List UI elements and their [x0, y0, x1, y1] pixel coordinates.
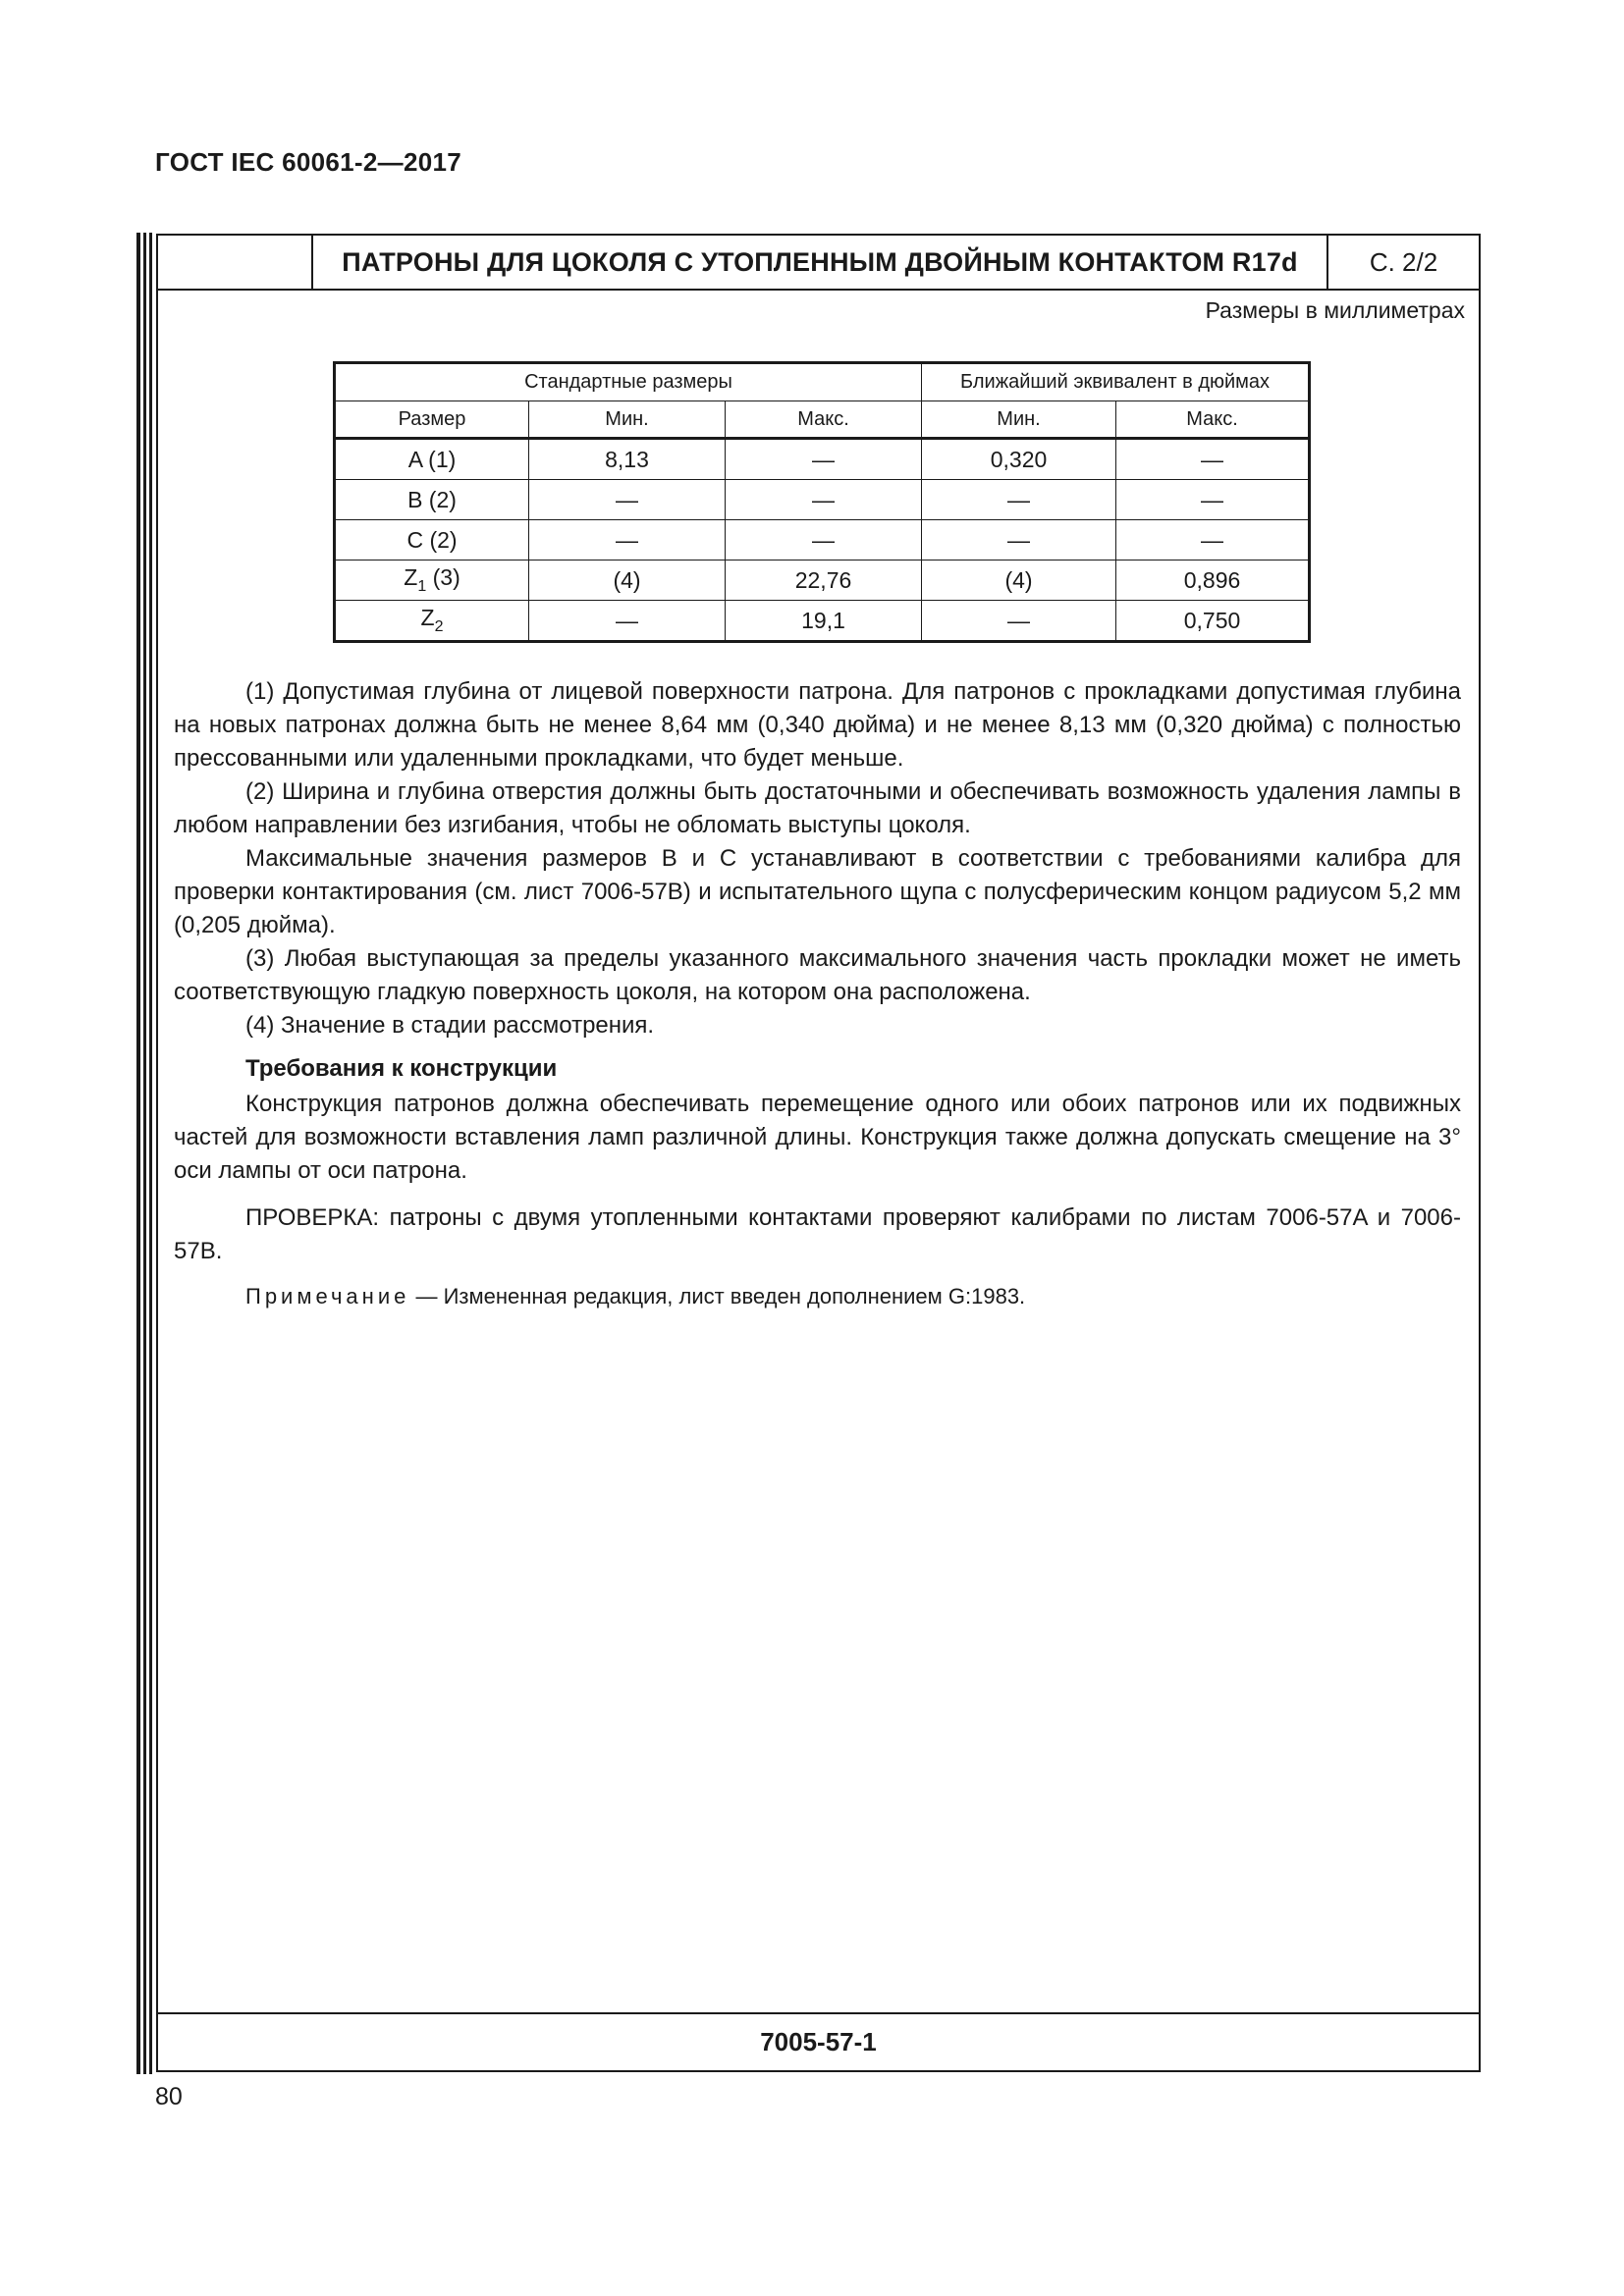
cell-min-in: — — [922, 480, 1116, 520]
cell-size: $Z_2$ — [335, 601, 529, 642]
cell-min-mm: (4) — [529, 561, 726, 601]
note-label: Примечание — [245, 1284, 410, 1308]
footnote-4: (4) Значение в стадии рассмотрения. — [245, 1012, 655, 1039]
column-header-min-in: Мин. — [922, 401, 1116, 439]
table-row — [335, 561, 1310, 601]
check-text: ПРОВЕРКА: патроны с двумя утопленными контактами проверяют калибрами по листам 7006-57A и 7006-57B. — [174, 1204, 1461, 1264]
sheet-footer-code: 7005-57-1 — [158, 2012, 1479, 2070]
cell-min-in: 0,320 — [922, 439, 1116, 480]
column-header-size: Размер — [335, 401, 529, 439]
table-column-header-row — [335, 401, 1310, 439]
table-row — [335, 439, 1310, 480]
sheet-number: С. 2/2 — [1369, 246, 1438, 277]
cell-max-in: 0,750 — [1116, 601, 1310, 642]
units-note: Размеры в миллиметрах — [1205, 297, 1465, 323]
construction-text: Конструкция патронов должна обеспечивать перемещение одного или обоих патронов или их подвижных частей для возможности вставления ламп различной длины. Конструкция также должна допускать смещение на 3° оси лампы от оси патрона. — [174, 1091, 1461, 1184]
cell-min-in: (4) — [922, 561, 1116, 601]
cell-max-in: — — [1116, 480, 1310, 520]
sheet-title: ПАТРОНЫ ДЛЯ ЦОКОЛЯ С УТОПЛЕННЫМ ДВОЙНЫМ КОНТАКТОМ R17d — [311, 236, 1328, 289]
column-header-max-in: Макс. — [1116, 401, 1310, 439]
construction-heading: Требования к конструкции — [245, 1055, 558, 1082]
document-header: ГОСТ IEC 60061-2—2017 — [155, 147, 461, 177]
cell-max-mm: 22,76 — [726, 561, 922, 601]
cell-max-mm: 19,1 — [726, 601, 922, 642]
standard-sheet — [156, 234, 1481, 2072]
cell-max-in: — — [1116, 520, 1310, 561]
cell-min-in: — — [922, 520, 1116, 561]
sheet-body-text — [174, 675, 1461, 1313]
cell-min-mm: 8,13 — [529, 439, 726, 480]
table-row — [335, 480, 1310, 520]
dimensions-table — [333, 361, 1311, 643]
cell-max-mm: — — [726, 520, 922, 561]
cell-max-in: — — [1116, 439, 1310, 480]
cell-min-mm: — — [529, 520, 726, 561]
note-paragraph — [174, 1280, 1461, 1313]
cell-max-in: 0,896 — [1116, 561, 1310, 601]
cell-min-in: — — [922, 601, 1116, 642]
cell-max-mm: — — [726, 439, 922, 480]
frame-binding-bars — [136, 233, 156, 2074]
cell-min-mm: — — [529, 480, 726, 520]
cell-size: C (2) — [335, 520, 529, 561]
footnote-2: (2) Ширина и глубина отверстия должны быть достаточными и обеспечивать возможность удаления лампы в любом направлении без изгибания, чтобы не обломать выступы цоколя. — [174, 778, 1461, 838]
cell-size: A (1) — [335, 439, 529, 480]
cell-max-mm: — — [726, 480, 922, 520]
column-header-max-mm: Макс. — [726, 401, 922, 439]
table-row — [335, 520, 1310, 561]
cell-size: $Z_1$ (3) — [335, 561, 529, 601]
table-row — [335, 601, 1310, 642]
table-group-header-row — [335, 363, 1310, 401]
page-number: 80 — [155, 2083, 183, 2110]
note-text: — Измененная редакция, лист введен дополнением G:1983. — [409, 1284, 1026, 1308]
group-header-standard: Стандартные размеры — [335, 363, 922, 401]
cell-min-mm: — — [529, 601, 726, 642]
footnote-1: (1) Допустимая глубина от лицевой поверхности патрона. Для патронов с прокладками допустимая глубина на новых патронах должна быть не менее 8,64 мм (0,340 дюйма) и не менее 8,13 мм (0,320 дюйма) с полностью прессованными или удаленными прокладками, что будет меньше. — [174, 678, 1461, 772]
cell-size: B (2) — [335, 480, 529, 520]
footnote-2-continued: Максимальные значения размеров B и C устанавливают в соответствии с требованиями калибра для проверки контактирования (см. лист 7006-57B) и испытательного щупа с полусферическим концом радиусом 5,2 мм (0,205 дюйма). — [174, 845, 1461, 938]
footnote-3: (3) Любая выступающая за пределы указанного максимального значения часть прокладки может не иметь соответствующую гладкую поверхность цоколя, на котором она расположена. — [174, 945, 1461, 1005]
column-header-min-mm: Мин. — [529, 401, 726, 439]
sheet-title-row — [158, 236, 1479, 291]
group-header-inches: Ближайший эквивалент в дюймах — [922, 363, 1310, 401]
